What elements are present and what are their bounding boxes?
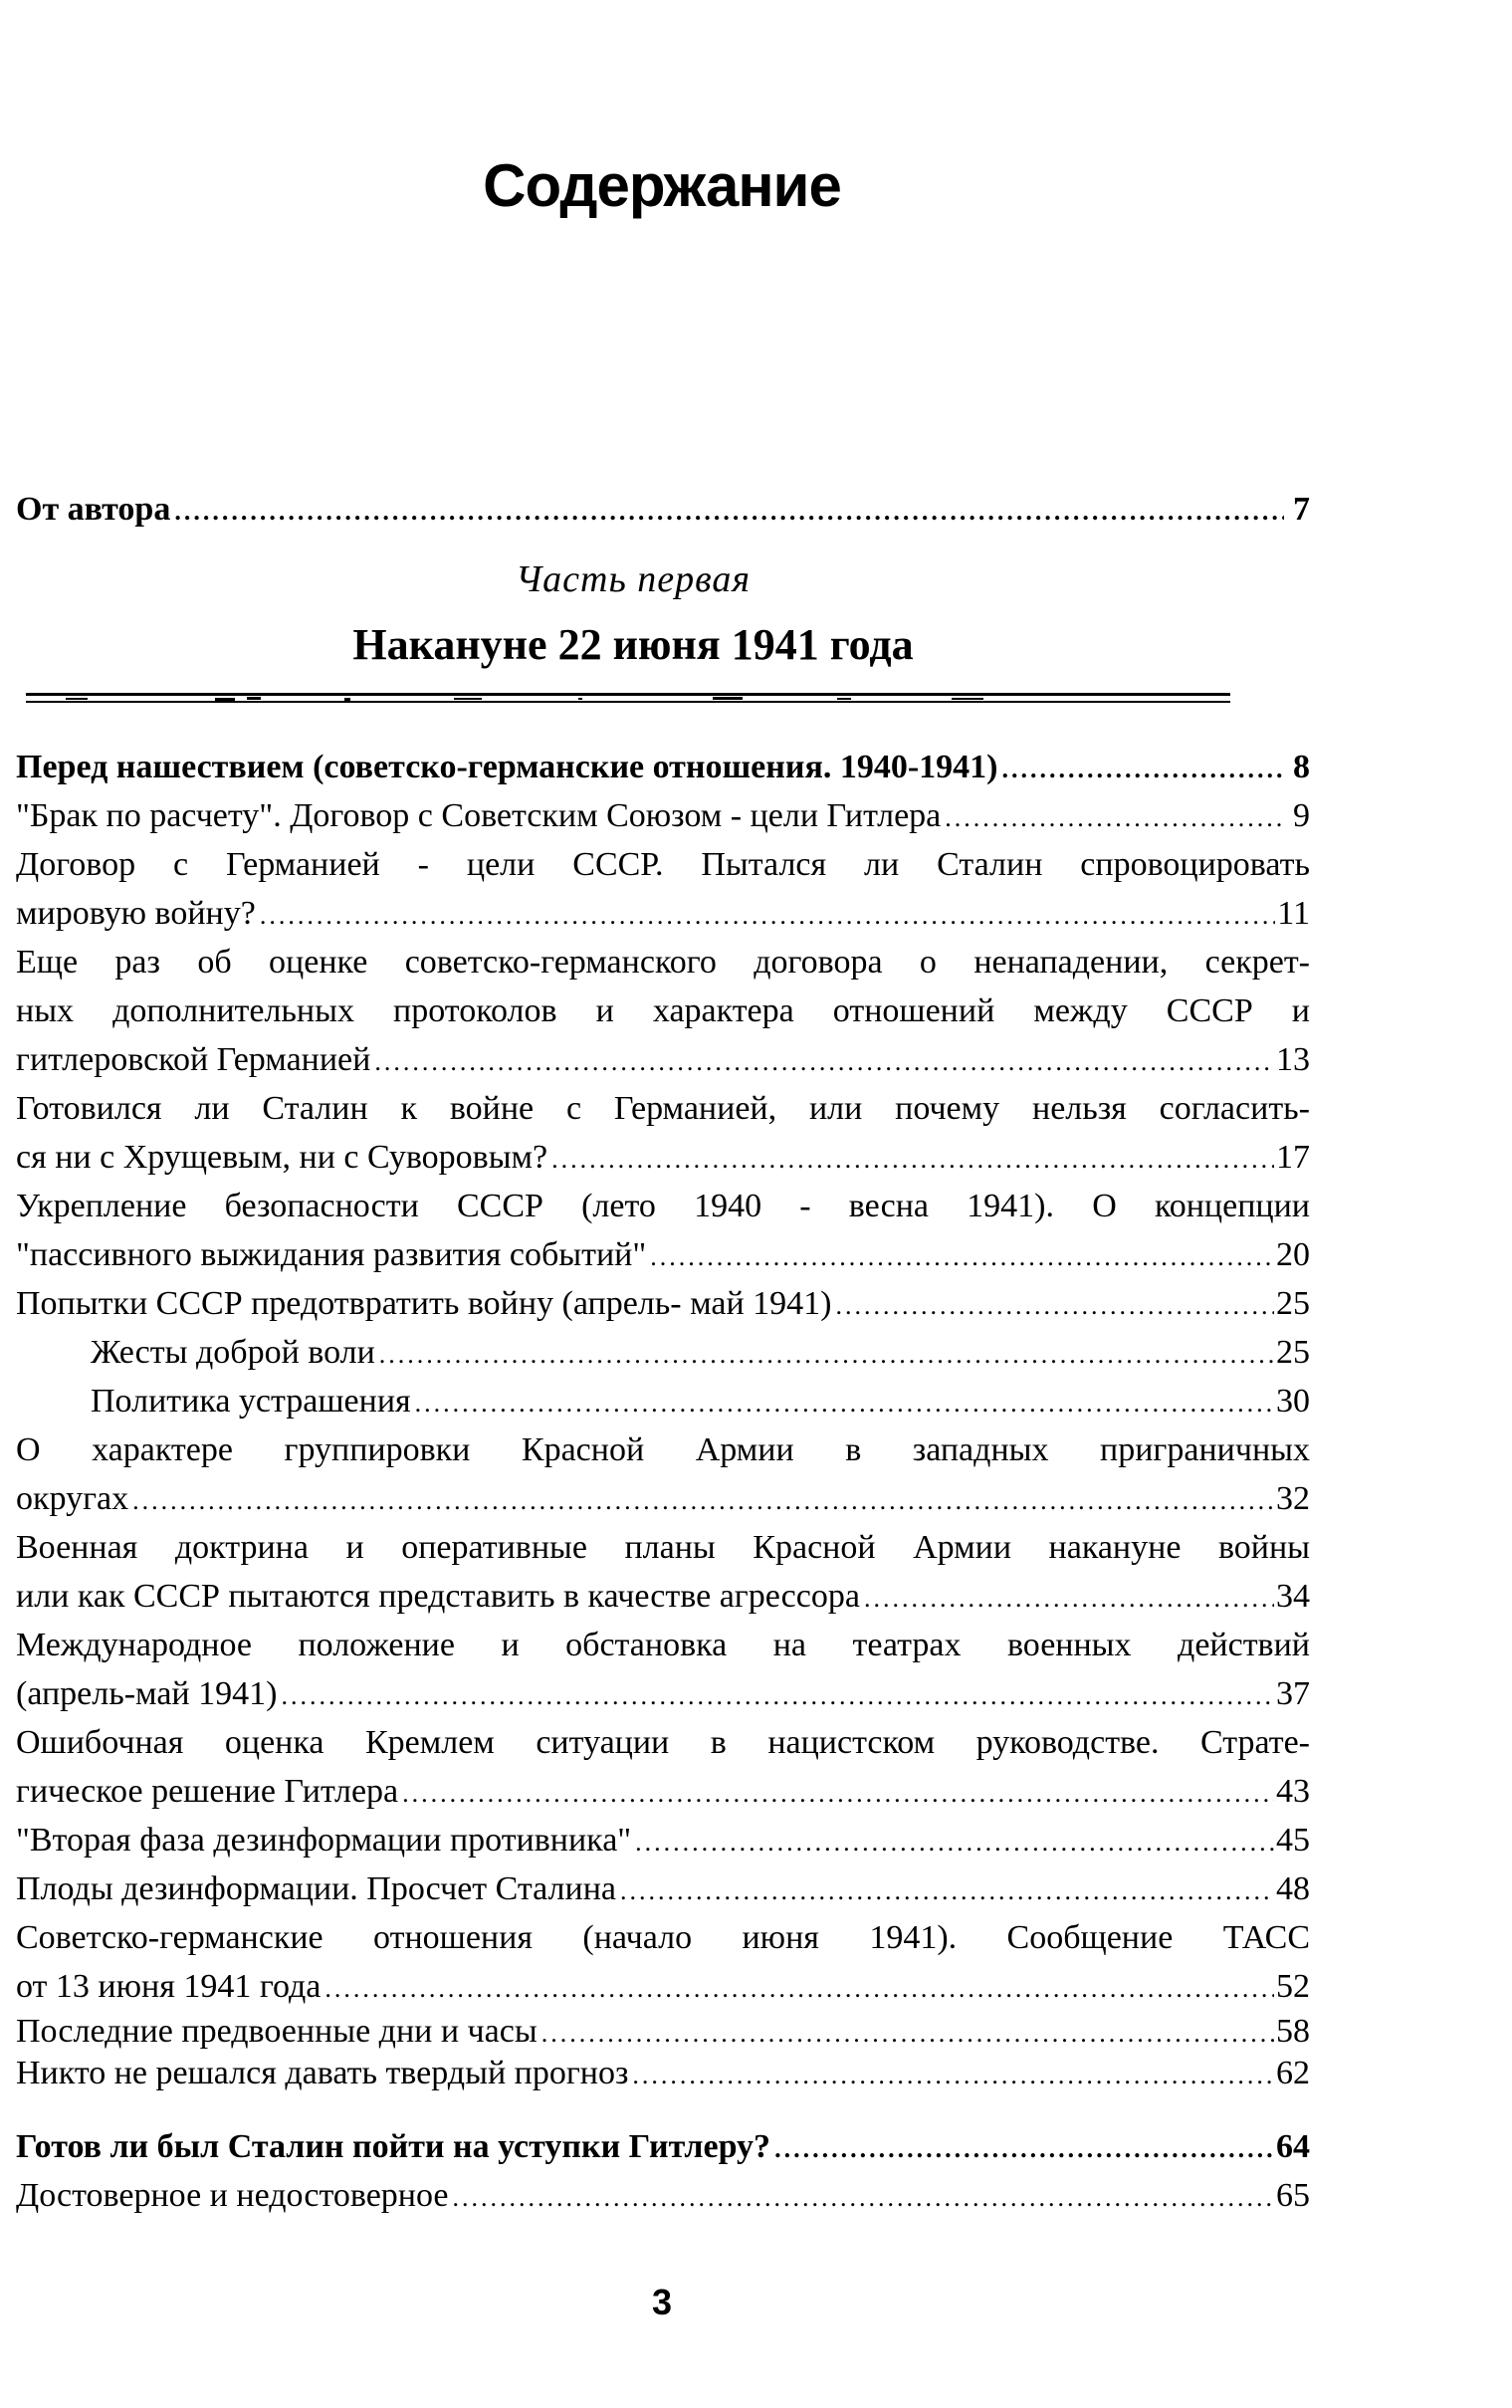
toc-entry-page: 8	[1293, 749, 1310, 785]
toc-entry-line: Еще раз об оценке советско-германского договора о ненападении, секрет-	[16, 944, 1310, 981]
toc-entry[interactable]	[16, 743, 1310, 793]
toc-entry-line: Военная доктрина и оперативные планы Красной Армии накануне войны	[16, 1529, 1310, 1566]
toc-entry[interactable]	[16, 840, 1310, 940]
toc-entry-title: гическое решение Гитлера	[16, 1773, 399, 1810]
toc-entry[interactable]	[16, 938, 1310, 1086]
toc-entry-page: 62	[1276, 2055, 1310, 2091]
toc-entry-line: Укрепление безопасности СССР (лето 1940 - весна 1941). О концепции	[16, 1188, 1310, 1224]
dot-leader	[402, 1769, 1274, 1818]
toc-entry-from-author[interactable]	[16, 485, 1310, 536]
toc-entry-title: От автора	[16, 491, 171, 528]
toc-entry-line: О характере группировки Красной Армии в западных приграничных	[16, 1431, 1310, 1468]
dot-leader	[635, 1818, 1274, 1866]
toc-entry[interactable]	[16, 1279, 1310, 1330]
toc-entry-page: 7	[1293, 491, 1310, 528]
dot-leader	[374, 1037, 1274, 1086]
dot-leader	[281, 1671, 1274, 1720]
dot-leader	[620, 1866, 1274, 1915]
toc-entry-line: Готовился ли Сталин к войне с Германией, или почему нельзя согласить-	[16, 1090, 1310, 1127]
toc-entry-line: Ошибочная оценка Кремлем ситуации в нацистском руководстве. Страте-	[16, 1724, 1310, 1761]
toc-entry-title: от 13 июня 1941 года	[16, 1968, 322, 2005]
toc-subentry[interactable]	[91, 1328, 1310, 1379]
toc-entry-page: 58	[1276, 2013, 1310, 2050]
dot-leader	[1001, 745, 1284, 793]
toc-entry-title: Политика устрашения	[91, 1383, 411, 1420]
dot-leader	[774, 2124, 1274, 2173]
dot-leader	[632, 2051, 1274, 2099]
toc-entry-line: Советско-германские отношения (начало июня 1941). Сообщение ТАСС	[16, 1919, 1310, 1956]
toc-entry-page: 45	[1276, 1822, 1310, 1859]
toc-entry[interactable]	[16, 2049, 1310, 2099]
toc-entry-line: ных дополнительных протоколов и характера отношений между СССР и	[16, 992, 1310, 1029]
toc-entry-title: Плоды дезинформации. Просчет Сталина	[16, 1870, 616, 1907]
toc-entry[interactable]	[16, 1718, 1310, 1818]
toc-entry-page: 65	[1276, 2177, 1310, 2214]
dot-leader	[174, 487, 1284, 536]
toc-entry-page: 13	[1276, 1041, 1310, 1078]
page-number: 3	[651, 2282, 673, 2322]
toc-entry-page: 25	[1276, 1334, 1310, 1371]
dot-leader	[836, 1281, 1275, 1330]
toc-entry-title: "Вторая фаза дезинформации противника"	[16, 1822, 632, 1859]
toc-entry[interactable]	[16, 1816, 1310, 1866]
toc-entry-page: 37	[1276, 1675, 1310, 1712]
toc-entry-page: 25	[1276, 1285, 1310, 1322]
toc-entry-title: Жесты доброй воли	[91, 1334, 375, 1371]
dot-leader	[379, 1330, 1274, 1379]
toc-entry-title: Готов ли был Сталин пойти на уступки Гитлеру?	[16, 2128, 771, 2165]
page-title: Содержание	[483, 152, 841, 219]
toc-entry[interactable]	[16, 1425, 1310, 1525]
toc-entry-page: 17	[1276, 1139, 1310, 1176]
toc-entry[interactable]	[16, 2122, 1310, 2173]
dot-leader	[551, 1135, 1274, 1184]
dot-leader	[864, 1574, 1274, 1623]
toc-subentry[interactable]	[91, 1377, 1310, 1427]
toc-entry-title: Последние предвоенные дни и часы	[16, 2013, 538, 2050]
toc-entry-page: 9	[1293, 797, 1310, 834]
toc-entry-page: 11	[1277, 895, 1310, 932]
part-divider-rule	[26, 693, 1230, 715]
toc-entry[interactable]	[16, 791, 1310, 842]
toc-entry-title: округах	[16, 1480, 129, 1517]
toc-entry-title: "пассивного выжидания развития событий"	[16, 1236, 647, 1273]
toc-entry-line: Договор с Германией - цели СССР. Пытался ли Сталин спровоцировать	[16, 846, 1310, 883]
toc-entry-line: Международное положение и обстановка на театрах военных действий	[16, 1627, 1310, 1663]
part-title: Накануне 22 июня 1941 года	[352, 620, 914, 669]
toc-entry[interactable]	[16, 1913, 1310, 2013]
toc-entry-title: Попытки СССР предотвратить войну (апрель- май 1941)	[16, 1285, 832, 1322]
toc-entry-title: мировую войну?	[16, 895, 256, 932]
toc-entry-title: гитлеровской Германией	[16, 1041, 371, 1078]
dot-leader	[324, 1964, 1274, 2013]
toc-entry-page: 30	[1276, 1383, 1310, 1420]
part-label: Часть первая	[515, 558, 752, 600]
toc-entry-page: 32	[1276, 1480, 1310, 1517]
dot-leader	[945, 793, 1284, 842]
toc-entry-title: (апрель-май 1941)	[16, 1675, 278, 1712]
toc-entry-page: 34	[1276, 1578, 1310, 1615]
toc-entry-title: "Брак по расчету". Договор с Советским Союзом - цели Гитлера	[16, 797, 942, 834]
toc-entry[interactable]	[16, 1182, 1310, 1281]
toc-entry-page: 52	[1276, 1968, 1310, 2005]
toc-entry[interactable]	[16, 1523, 1310, 1623]
toc-entry-page: 48	[1276, 1870, 1310, 1907]
toc-entry[interactable]	[16, 2171, 1310, 2222]
toc-entry[interactable]	[16, 1864, 1310, 1915]
toc-entry[interactable]	[16, 1621, 1310, 1720]
toc-entry-title: Достоверное и недостоверное	[16, 2177, 449, 2214]
toc-entry-title: Никто не решался давать твердый прогноз	[16, 2055, 629, 2091]
toc-entry-page: 43	[1276, 1773, 1310, 1810]
dot-leader	[650, 1232, 1274, 1281]
dot-leader	[453, 2173, 1274, 2222]
dot-leader	[415, 1379, 1274, 1427]
toc-entry-title: или как СССР пытаются представить в качестве агрессора	[16, 1578, 860, 1615]
toc-entry[interactable]	[16, 1084, 1310, 1184]
toc-entry-title: ся ни с Хрущевым, ни с Суворовым?	[16, 1139, 548, 1176]
toc-entry-title: Перед нашествием (советско-германские отношения. 1940-1941)	[16, 749, 998, 785]
dot-leader	[260, 891, 1275, 940]
toc-entry-page: 64	[1276, 2128, 1310, 2165]
toc-entry-page: 20	[1276, 1236, 1310, 1273]
dot-leader	[132, 1476, 1274, 1525]
